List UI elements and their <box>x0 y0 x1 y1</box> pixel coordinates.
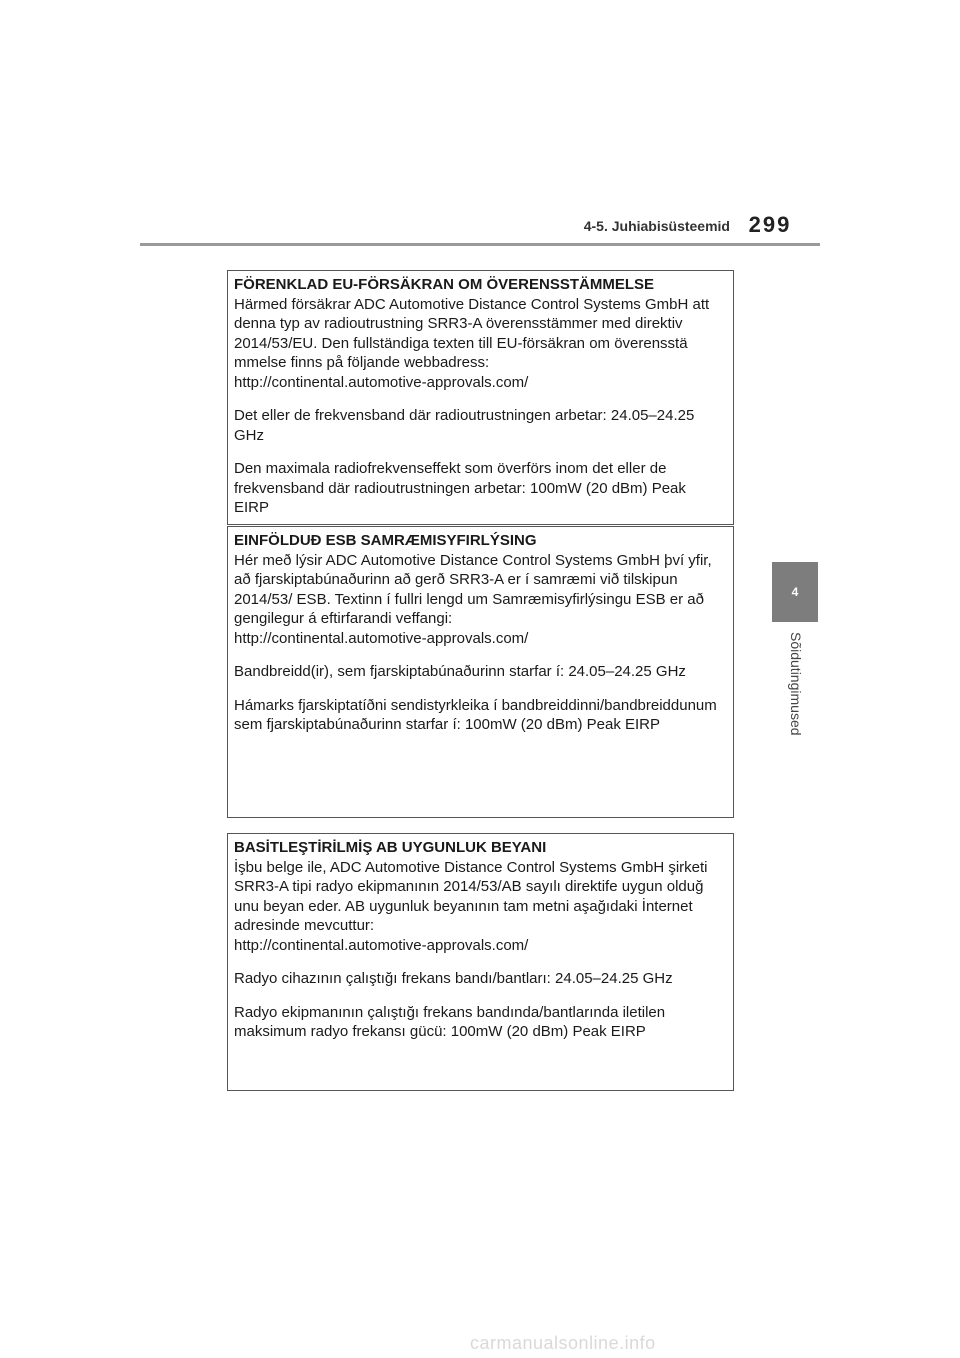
text-line: sem fjarskiptabúnaðurinn starfar í: 100mW (20 dBm) Peak EIRP <box>234 716 661 733</box>
declaration-box-icelandic <box>227 526 734 818</box>
chapter-tab: 4 <box>772 562 818 622</box>
url-line: http://continental.automotive-approvals.com/ <box>234 629 529 647</box>
text-line: Det eller de frekvensband där radioutrustningen arbetar: 24.05–24.25 <box>234 407 695 424</box>
text-line: Hámarks fjarskiptatíðni sendistyrkleika í bandbreiddinni/bandbreiddunum <box>234 696 717 714</box>
url-line: http://continental.automotive-approvals.com/ <box>234 936 529 954</box>
text-line: frekvensband där radioutrustningen arbetar: 100mW (20 dBm) Peak <box>234 479 686 497</box>
text-line: 2014/53/ ESB. Textinn í fullri lengd um Samræmisyfirlýsingu ESB er að <box>234 590 704 608</box>
text-line: İşbu belge ile, ADC Automotive Distance Control Systems GmbH şirketi <box>234 858 708 876</box>
header-divider <box>140 243 820 246</box>
text-line: GHz <box>234 426 264 444</box>
box-title: FÖRENKLAD EU-FÖRSÄKRAN OM ÖVERENSSTÄMMELSE <box>234 276 655 293</box>
box-title: EINFÖLDUÐ ESB SAMRÆMISYFIRLÝSING <box>234 532 537 549</box>
chapter-side-label: Sõidutingimused <box>788 632 804 736</box>
text-line: að fjarskiptabúnaðurinn að gerð SRR3-A er í samræmi við tilskipun <box>234 571 678 588</box>
text-line: Hér með lýsir ADC Automotive Distance Control Systems GmbH því yfir, <box>234 551 712 569</box>
text-line: Härmed försäkrar ADC Automotive Distance Control Systems GmbH att <box>234 295 710 313</box>
text-line: denna typ av radioutrustning SRR3-A överensstämmer med direktiv <box>234 315 683 332</box>
text-line: SRR3-A tipi radyo ekipmanının 2014/53/AB sayılı direktife uygun olduğ <box>234 878 704 895</box>
text-line: Den maximala radiofrekvenseffekt som överförs inom det eller de <box>234 460 667 477</box>
text-line: Radyo cihazının çalıştığı frekans bandı/bantları: 24.05–24.25 GHz <box>234 970 673 987</box>
declaration-box-swedish <box>227 270 734 525</box>
text-line: unu beyan eder. AB uygunluk beyanının tam metni aşağıdaki İnternet <box>234 897 693 915</box>
watermark: carmanualsonline.info <box>470 1333 656 1353</box>
text-line: gengilegur á eftirfarandi veffangi: <box>234 610 453 627</box>
text-line: mmelse finns på följande webbadress: <box>234 354 490 371</box>
box-title: BASİTLEŞTİRİLMİŞ AB UYGUNLUK BEYANI <box>234 839 547 856</box>
text-line: maksimum radyo frekansı gücü: 100mW (20 dBm) Peak EIRP <box>234 1023 646 1040</box>
section-title: 4-5. Juhiabisüsteemid <box>583 218 730 234</box>
declaration-box-turkish <box>227 833 734 1091</box>
url-line: http://continental.automotive-approvals.com/ <box>234 373 529 391</box>
text-line: Radyo ekipmanının çalıştığı frekans bandında/bantlarında iletilen <box>234 1003 666 1021</box>
text-line: adresinde mevcuttur: <box>234 917 375 934</box>
text-line: Bandbreidd(ir), sem fjarskiptabúnaðurinn starfar í: 24.05–24.25 GHz <box>234 663 686 680</box>
page-number: 299 <box>748 212 792 237</box>
text-line: 2014/53/EU. Den fullständiga texten till EU-försäkran om överensstä <box>234 334 688 352</box>
text-line: EIRP <box>234 499 270 516</box>
